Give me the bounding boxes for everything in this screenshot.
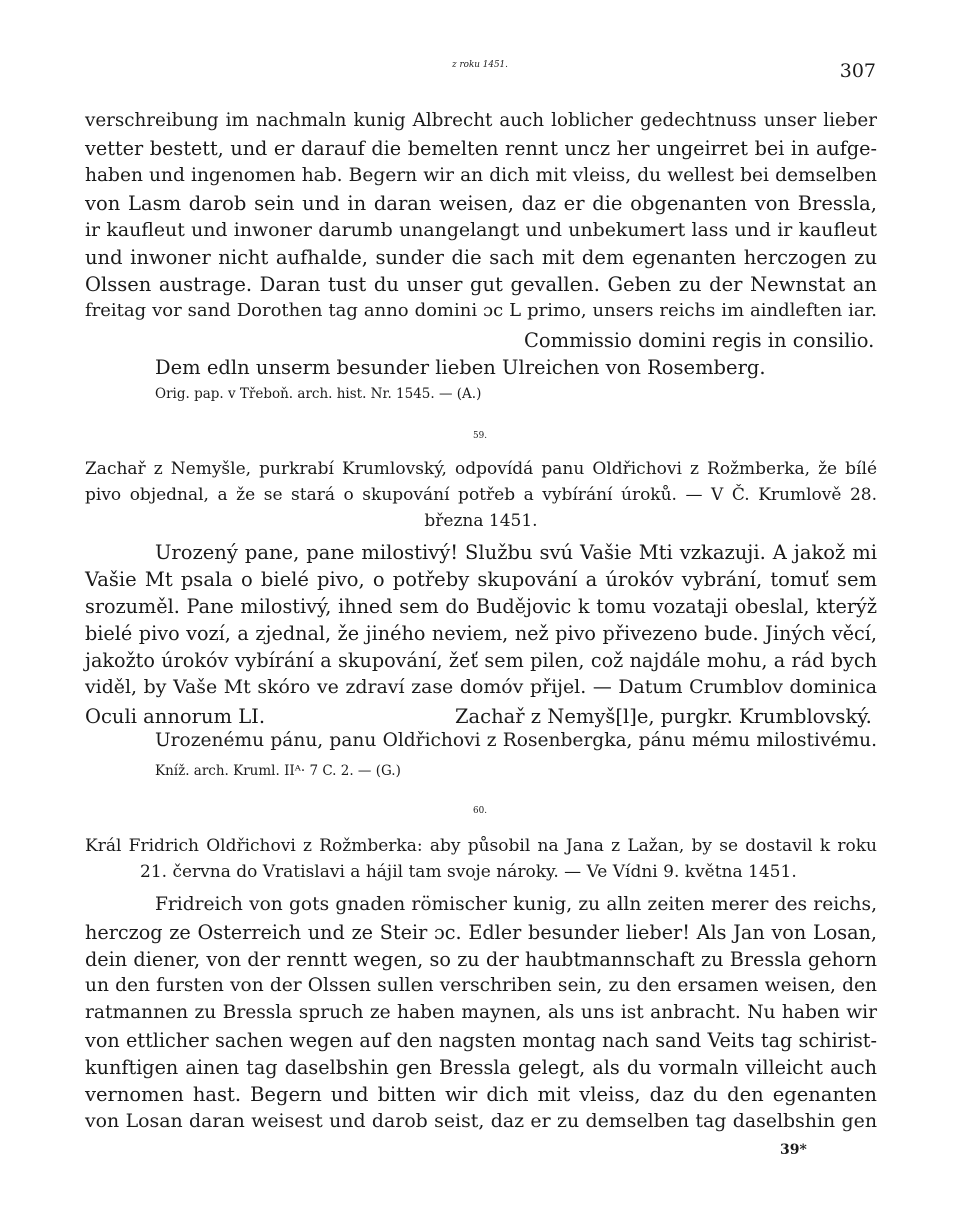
text-line: srozuměl. Pane milostivý, ihned sem do Budějovic k tomu vozataji obeslal, kterýž [85, 595, 877, 618]
text-line: jakožto úrokóv vybírání a skupování, žeť sem pilen, což najdále mohu, a rád bych [85, 649, 877, 672]
text-line: Fridreich von gots gnaden römischer kunig, zu alln zeiten merer des reichs, [155, 894, 877, 915]
summary-line: Král Fridrich Oldřichovi z Rožmberka: aby působil na Jana z Lažan, by se dostavil k roku [85, 836, 877, 856]
running-header-title: z roku 1451. [452, 60, 508, 70]
text-line: viděl, by Vaše Mt skóro ve zdraví zase domóv přijel. — Datum Crumblov dominica [85, 676, 877, 698]
summary-line: pivo objednal, a že se stará o skupování potřeb a vybírání úroků. — V Č. Krumlově 28. [85, 485, 877, 505]
letter-address: Dem edln unserm besunder lieben Ulreichen von Rosemberg. [155, 356, 766, 379]
text-line: Vašie Mt psala o bielé pivo, o potřeby skupování a úrokóv vybrání, tomuť sem [85, 568, 877, 591]
letter-signature: Zachař z Nemyš[l]e, purgkr. Krumblovský. [455, 705, 872, 728]
text-line: freitag vor sand Dorothen tag anno domini ɔc L primo, unsers reichs im aindleften iar. [85, 300, 877, 321]
text-line: dein diener, von der renntt wegen, so zu der haubtmannschaft zu Bressla gehorn [85, 948, 877, 971]
text-line: un den fursten von der Olssen sullen verschriben sein, zu den ersamen weisen, den [85, 975, 877, 996]
text-line: verschreibung im nachmaln kunig Albrecht auch loblicher gedechtnuss unser lieber [85, 110, 877, 131]
summary-line: 21. června do Vratislavi a hájil tam svoje nároky. — Ve Vídni 9. května 1451. [140, 862, 797, 882]
text-line: von ettlicher sachen wegen auf den nagsten montag nach sand Veits tag schirist- [85, 1029, 877, 1052]
text-line: von Lasm darob sein und in daran weisen, daz er die obgenanten von Bressla, [85, 192, 877, 215]
text-line: kunftigen ainen tag daselbshin gen Bressla gelegt, als du vormaln villeicht auch [85, 1056, 877, 1079]
summary-line: Zachař z Nemyšle, purkrabí Krumlovský, odpovídá panu Oldřichovi z Rožmberka, že bílé [85, 459, 877, 479]
summary-line: března 1451. [424, 511, 538, 531]
section-number: 60. [473, 806, 487, 816]
source-note: Orig. pap. v Třeboň. arch. hist. Nr. 1545. — (A.) [155, 386, 482, 402]
text-line: ratmannen zu Bressla spruch ze haben maynen, als uns ist anbracht. Nu haben wir [85, 1002, 877, 1023]
page-number: 307 [839, 60, 876, 82]
text-line: ir kaufleut und inwoner darumb unangelangt und unbekumert lass und ir kaufleut [85, 219, 877, 241]
text-line: haben und ingenomen hab. Begern wir an dich mit vleiss, du wellest bei demselben [85, 165, 877, 186]
letter-date: Oculi annorum LI. [85, 705, 266, 728]
signature-mark: 39* [780, 1142, 807, 1158]
chancery-signature: Commissio domini regis in consilio. [524, 329, 875, 352]
letter-address: Urozenému pánu, panu Oldřichovi z Rosenbergka, pánu mému milostivému. [155, 730, 877, 751]
text-line: bielé pivo vozí, a zjednal, že jiného neviem, než pivo přivezeno bude. Jiných věcí, [85, 622, 877, 645]
text-line: herczog ze Osterreich und ze Steir ɔc. Edler besunder lieber! Als Jan von Losan, [85, 921, 877, 944]
text-line: von Losan daran weisest und darob seist, daz er zu demselben tag daselbshin gen [85, 1110, 877, 1132]
section-number: 59. [473, 431, 487, 441]
text-line: Urozený pane, pane milostivý! Službu svú Vašie Mti vzkazuji. A jakož mi [155, 541, 877, 564]
text-line: vernomen hast. Begern und bitten wir dich mit vleiss, daz du den egenanten [85, 1083, 877, 1106]
text-line: vetter bestett, und er darauf die bemelten rennt uncz her ungeirret bei in aufge- [85, 137, 877, 160]
text-line: Olssen austrage. Daran tust du unser gut gevallen. Geben zu der Newnstat an [85, 273, 877, 296]
source-note: Kníž. arch. Kruml. IIᴬ· 7 C. 2. — (G.) [155, 763, 401, 779]
text-line: und inwoner nicht aufhalde, sunder die sach mit dem egenanten herczogen zu [85, 246, 877, 269]
